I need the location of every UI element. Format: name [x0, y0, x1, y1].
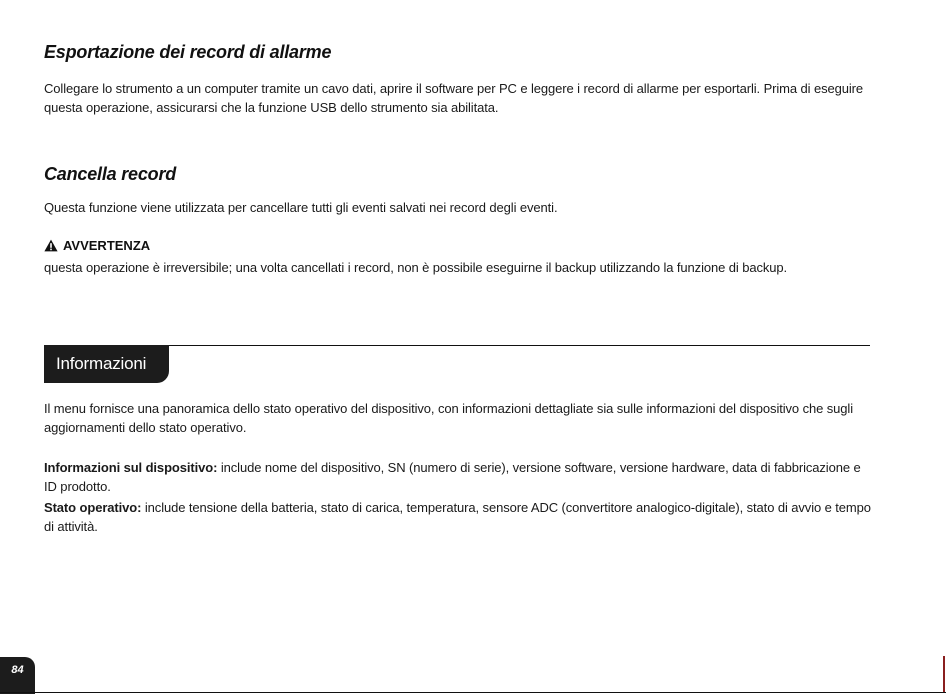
operating-status-label: Stato operativo:	[44, 500, 142, 515]
clear-records-description: Questa funzione viene utilizzata per cancellare tutti gli eventi salvati nei record degli eventi.	[44, 200, 558, 215]
warning-text: questa operazione è irreversibile; una volta cancellati i record, non è possibile eseguirne il backup utilizzando la funzione di backup.	[44, 260, 788, 275]
device-info-label: Informazioni sul dispositivo:	[44, 460, 218, 475]
page-number: 84	[0, 657, 35, 694]
operating-status-paragraph	[44, 498, 874, 536]
export-description: Collegare lo strumento a un computer tramite un cavo dati, aprire il software per PC e leggere i record di allarme per esportarli. Prima di eseguire questa operazione, assicurarsi che la funzione USB dello strumento sia abilitata.	[44, 81, 864, 115]
operating-status-text: include tensione della batteria, stato di carica, temperatura, sensore ADC (convertitore analogico-digitale), stato di avvio e tempo di attività.	[44, 500, 871, 534]
section-title-clear-records: Cancella record	[44, 164, 177, 184]
device-info-text: include nome del dispositivo, SN (numero di serie), versione software, versione hardware, data di fabbricazione e ID prodotto.	[44, 460, 861, 494]
section-tab-informazioni: Informazioni	[44, 345, 169, 383]
warning-heading	[44, 238, 150, 253]
footer-rule	[0, 692, 946, 693]
warning-triangle-icon	[44, 239, 58, 252]
warning-label: AVVERTENZA	[63, 238, 151, 253]
device-info-paragraph	[44, 458, 874, 496]
info-intro: Il menu fornisce una panoramica dello stato operativo del dispositivo, con informazioni dettagliate sia sulle informazioni del dispositivo che sugli aggiornamenti dello stato operativo.	[44, 401, 853, 435]
side-accent-mark	[943, 656, 945, 692]
section-title-export: Esportazione dei record di allarme	[44, 42, 332, 62]
